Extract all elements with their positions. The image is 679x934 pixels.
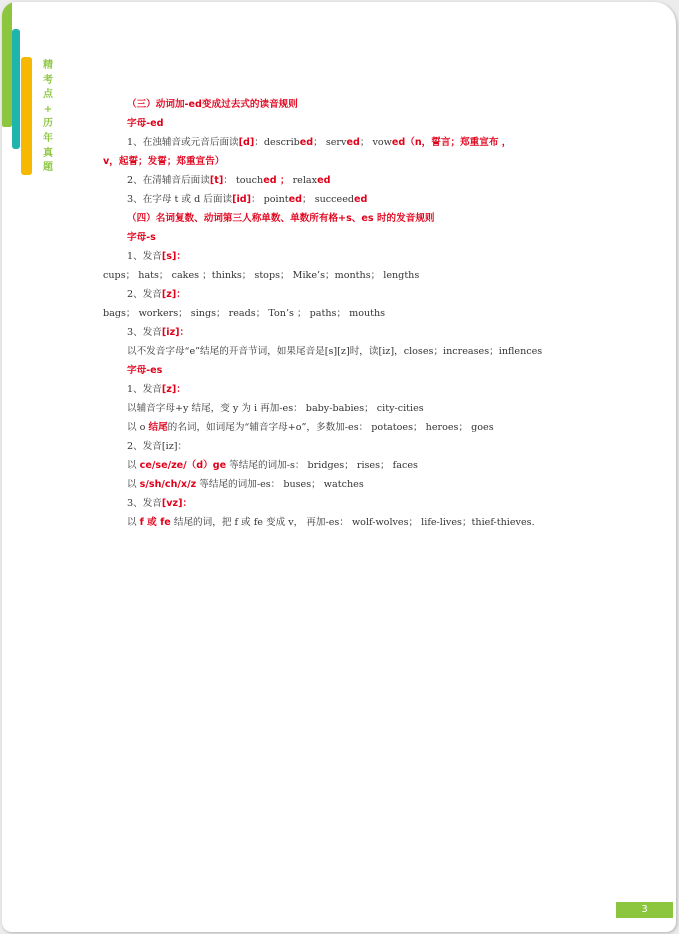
sidebar-char: 年	[43, 132, 53, 144]
decor-bar-teal	[12, 29, 20, 149]
subheading: 字母-ed	[127, 118, 164, 129]
rule-line: 2、发音[iz]：	[127, 441, 188, 452]
rule-text: 以 s/sh/ch/x/z 等结尾的词加-es： buses； watches	[127, 479, 364, 490]
rule-line: 2、发音[z]：	[127, 289, 186, 300]
page-number: 3	[616, 902, 673, 918]
rule-line: 1、在浊辅音或元音后面读[d]：described； served； vowed（n，誓言；郑重宣布 ，	[127, 137, 512, 148]
rule-text: 以不发音字母“e”结尾的开音节词，如果尾音是[s][z]时，读[iz]，closes；increases；inflences	[127, 346, 543, 357]
rule-line: 1、发音[s]：	[127, 251, 186, 262]
sidebar-char: +	[43, 103, 53, 115]
sidebar-char: 题	[43, 162, 53, 174]
sidebar-char: 精	[43, 60, 53, 71]
sidebar-char: 考	[43, 74, 53, 86]
subheading: 字母-es	[127, 365, 163, 376]
document-page	[2, 2, 676, 932]
rule-line: 2、在清辅音后面读[t]： touched ； relaxed	[127, 175, 331, 186]
subheading: 字母-s	[127, 232, 156, 243]
rule-text: 以 o 结尾的名词，如词尾为“辅音字母+o”，多数加-es： potatoes； heroes； goes	[127, 422, 494, 433]
rule-text: 以 f 或 fe 结尾的词，把 f 或 fe 变成 v， 再加-es： wolf-wolves； life-lives；thief-thieves.	[127, 517, 535, 528]
rule-line-continuation: v，起誓；发誓；郑重宣告）	[103, 156, 225, 167]
section-heading: （四）名词复数、动词第三人称单数、单数所有格+s、es 时的发音规则	[127, 213, 435, 224]
example-words: cups； hats； cakes ；thinks； stops； Mike’s；months； lengths	[103, 270, 420, 281]
rule-text: 以 ce/se/ze/（d）ge 等结尾的词加-s： bridges； rises； faces	[127, 460, 418, 471]
decor-bar-green	[2, 2, 12, 127]
rule-line: 3、发音[vz]：	[127, 498, 193, 509]
sidebar-vertical-label	[40, 59, 56, 176]
sidebar-char: 历	[43, 118, 53, 130]
sidebar-char: 真	[43, 147, 53, 159]
rule-text: 以辅音字母+y 结尾，变 y 为 i 再加-es： baby-babies； city-cities	[127, 403, 424, 414]
section-heading: （三）动词加-ed变成过去式的读音规则	[127, 99, 298, 110]
sidebar-char: 点	[43, 89, 53, 101]
rule-line: 3、在字母 t 或 d 后面读[id]： pointed； succeeded	[127, 194, 368, 205]
decor-bar-yellow	[21, 57, 32, 175]
document-content	[103, 95, 577, 532]
rule-line: 3、发音[iz]：	[127, 327, 190, 338]
rule-line: 1、发音[z]：	[127, 384, 186, 395]
example-words: bags； workers； sings； reads； Ton’s ； paths； mouths	[103, 308, 386, 319]
